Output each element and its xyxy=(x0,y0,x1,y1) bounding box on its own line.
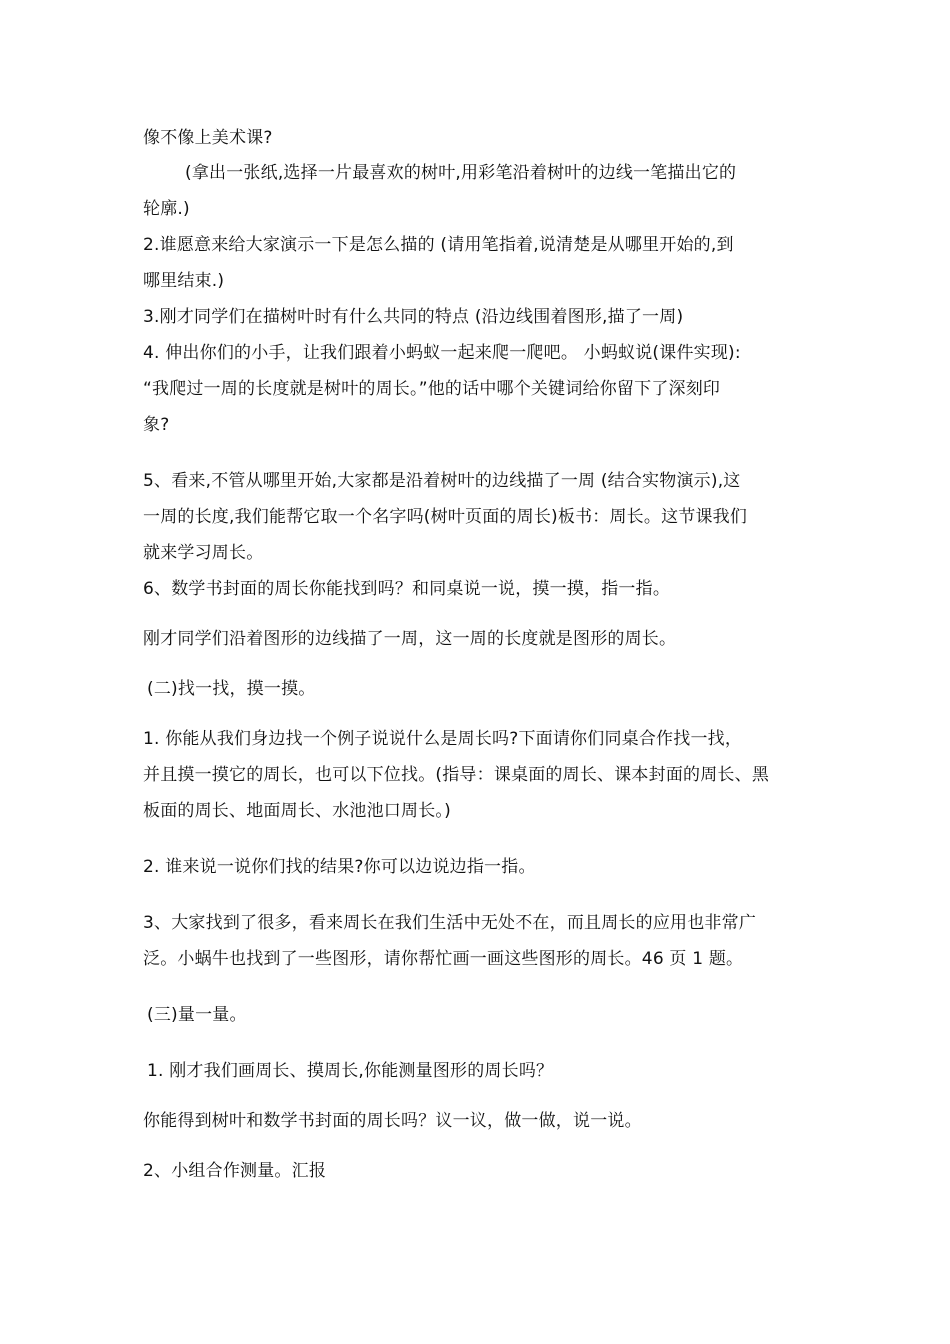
text-line: 象? xyxy=(143,415,170,435)
text-line: 2. 谁来说一说你们找的结果?你可以边说边指一指。 xyxy=(143,857,536,877)
text-line: 3、大家找到了很多，看来周长在我们生活中无处不在，而且周长的应用也非常广 xyxy=(143,913,757,933)
text-line: 像不像上美术课? xyxy=(143,128,273,148)
text-line: 轮廓.) xyxy=(143,199,190,219)
text-line: (拿出一张纸,选择一片最喜欢的树叶,用彩笔沿着树叶的边线一笔描出它的 xyxy=(185,163,737,183)
text-line: 哪里结束.) xyxy=(143,271,225,291)
text-line: 6、数学书封面的周长你能找到吗？和同桌说一说，摸一摸，指一指。 xyxy=(143,579,671,599)
text-line: 你能得到树叶和数学书封面的周长吗？议一议，做一做，说一说。 xyxy=(143,1111,642,1131)
text-line: 板面的周长、地面周长、水池池口周长。) xyxy=(143,801,451,821)
text-line: 2.谁愿意来给大家演示一下是怎么描的 (请用笔指着,说清楚是从哪里开始的,到 xyxy=(143,235,734,255)
text-line: “我爬过一周的长度就是树叶的周长。”他的话中哪个关键词给你留下了深刻印 xyxy=(143,379,721,399)
text-line: 泛。小蜗牛也找到了一些图形，请你帮忙画一画这些图形的周长。46 页 1 题。 xyxy=(143,949,744,969)
text-line: 4. 伸出你们的小手，让我们跟着小蚂蚁一起来爬一爬吧。 小蚂蚁说(课件实现): xyxy=(143,343,741,363)
text-line: 并且摸一摸它的周长，也可以下位找。(指导：课桌面的周长、课本封面的周长、黑 xyxy=(143,765,770,785)
text-line: 2、小组合作测量。汇报 xyxy=(143,1161,327,1181)
text-line: 3.刚才同学们在描树叶时有什么共同的特点 (沿边线围着图形,描了一周) xyxy=(143,307,684,327)
text-line: 刚才同学们沿着图形的边线描了一周，这一周的长度就是图形的周长。 xyxy=(143,629,677,649)
text-line: 就来学习周长。 xyxy=(143,543,264,563)
text-line: 一周的长度,我们能帮它取一个名字吗(树叶页面的周长)板书：周长。这节课我们 xyxy=(143,507,748,527)
text-line: 1. 你能从我们身边找一个例子说说什么是周长吗?下面请你们同桌合作找一找， xyxy=(143,729,743,749)
text-line: 1. 刚才我们画周长、摸周长,你能测量图形的周长吗？ xyxy=(147,1061,554,1081)
section-heading: (三)量一量。 xyxy=(147,1005,247,1025)
section-heading: (二)找一找，摸一摸。 xyxy=(147,679,316,699)
text-line: 5、看来,不管从哪里开始,大家都是沿着树叶的边线描了一周 (结合实物演示),这 xyxy=(143,471,741,491)
